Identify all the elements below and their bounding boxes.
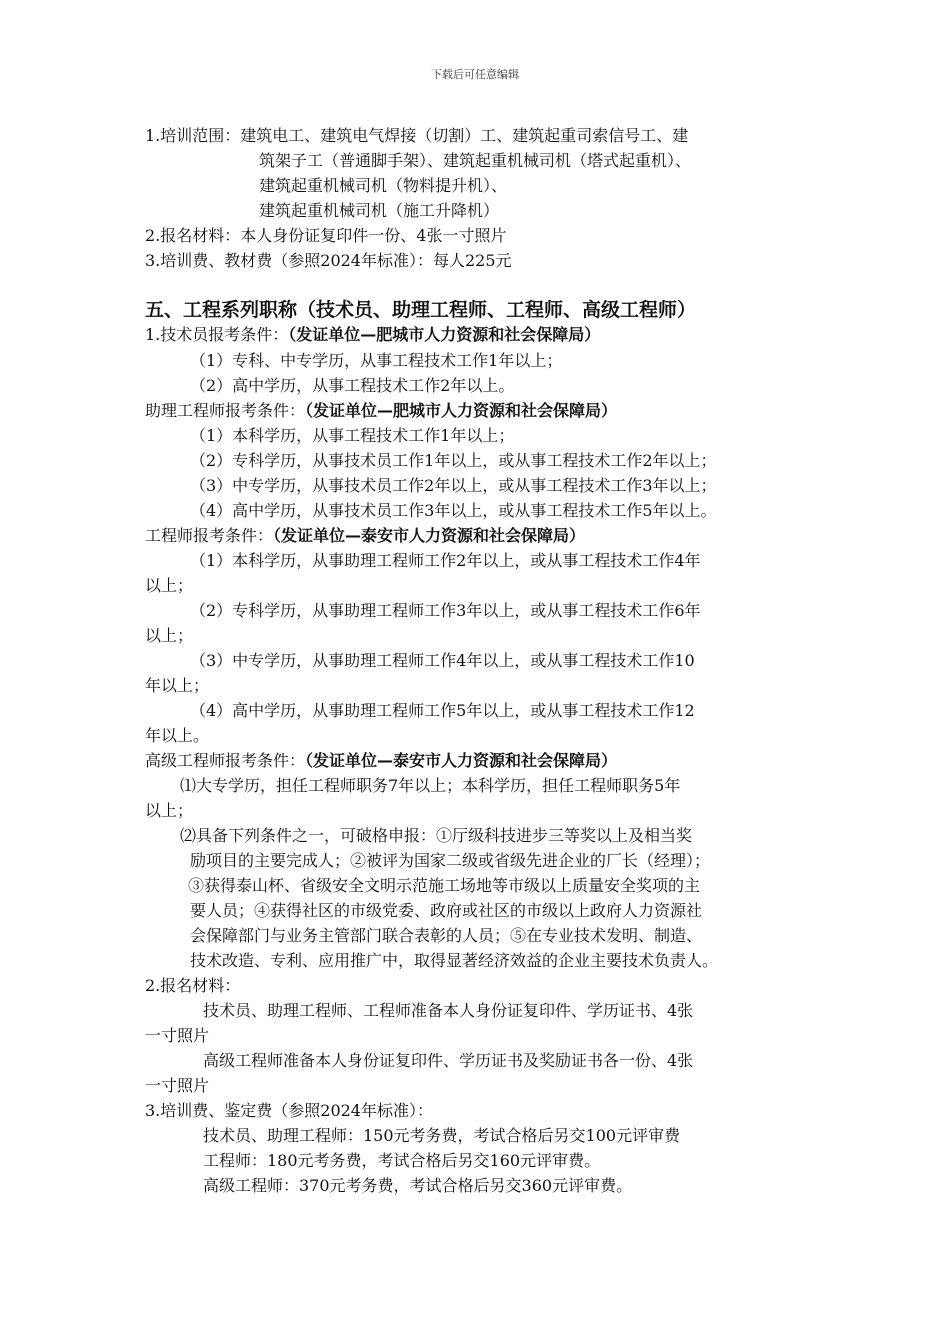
training-scope-line-1: 1.培训范围：建筑电工、建筑电气焊接（切割）工、建筑起重司索信号工、建 <box>145 126 689 145</box>
assistant-condition-4: （4）高中学历，从事技术员工作3年以上，或从事工程技术工作5年以上。 <box>190 501 717 520</box>
materials-2b: 一寸照片 <box>145 1076 210 1095</box>
senior-engineer-issuer: （发证单位—泰安市人力资源和社会保障局） <box>305 751 618 770</box>
materials-1a: 技术员、助理工程师、工程师准备本人身份证复印件、学历证书、4张 <box>203 1001 694 1020</box>
assistant-engineer-label: 助理工程师报考条件： <box>145 401 306 420</box>
training-scope-line-3: 建筑起重机械司机（物料提升机）、 <box>259 176 508 195</box>
senior-condition-2e: 会保障部门与业务主管部门联合表彰的人员；⑤在专业技术发明、制造、 <box>190 926 703 945</box>
senior-condition-1b: 以上； <box>145 801 194 820</box>
senior-condition-2a: ⑵具备下列条件之一，可破格申报：①厅级科技进步三等奖以上及相当奖 <box>180 826 693 845</box>
engineer-condition-2a: （2）专科学历，从事助理工程师工作3年以上，或从事工程技术工作6年 <box>190 601 701 620</box>
senior-engineer-requirements <box>145 750 617 772</box>
senior-condition-2f: 技术改造、专利、应用推广中，取得显著经济效益的企业主要技术负责人。 <box>190 951 719 970</box>
fee-label: 3.培训费、鉴定费（参照2024年标准）： <box>145 1101 433 1120</box>
technician-requirements <box>145 324 600 346</box>
engineer-label: 工程师报考条件： <box>145 526 274 545</box>
senior-condition-2d: 要人员；④获得社区的市级党委、政府或社区的市级以上政府人力资源社 <box>190 901 703 920</box>
page-header-note: 下载后可任意编辑 <box>431 68 519 81</box>
engineer-requirements <box>145 525 585 547</box>
fee-technician-assistant: 技术员、助理工程师：150元考务费，考试合格后另交100元评审费 <box>203 1126 681 1145</box>
assistant-condition-1: （1）本科学历，从事工程技术工作1年以上； <box>190 426 515 445</box>
engineer-condition-2b: 以上； <box>145 626 194 645</box>
senior-condition-2c: ③获得泰山杯、省级安全文明示范施工场地等市级以上质量安全奖项的主 <box>188 876 701 895</box>
senior-condition-1a: ⑴大专学历，担任工程师职务7年以上；本科学历，担任工程师职务5年 <box>180 776 681 795</box>
engineer-condition-3a: （3）中专学历，从事助理工程师工作4年以上，或从事工程技术工作10 <box>190 651 695 670</box>
engineer-condition-1b: 以上； <box>145 576 194 595</box>
technician-condition-1: （1）专科、中专学历，从事工程技术工作1年以上； <box>190 351 563 370</box>
materials-label: 2.报名材料： <box>145 976 241 995</box>
engineer-condition-3b: 年以上； <box>145 676 210 695</box>
engineer-issuer: （发证单位—泰安市人力资源和社会保障局） <box>273 526 586 545</box>
assistant-condition-2: （2）专科学历，从事技术员工作1年以上，或从事工程技术工作2年以上； <box>190 451 717 470</box>
fee-senior-engineer: 高级工程师：370元考务费，考试合格后另交360元评审费。 <box>203 1176 633 1195</box>
engineer-condition-4b: 年以上。 <box>145 726 210 745</box>
materials-1b: 一寸照片 <box>145 1026 210 1045</box>
training-fee: 3.培训费、教材费（参照2024年标准）：每人225元 <box>145 251 512 270</box>
section-five-title: 五、工程系列职称（技术员、助理工程师、工程师、高级工程师） <box>145 299 697 321</box>
assistant-engineer-issuer: （发证单位—肥城市人力资源和社会保障局） <box>305 401 618 420</box>
assistant-condition-3: （3）中专学历，从事技术员工作2年以上，或从事工程技术工作3年以上； <box>190 476 717 495</box>
engineer-condition-1a: （1）本科学历，从事助理工程师工作2年以上，或从事工程技术工作4年 <box>190 551 701 570</box>
engineer-condition-4a: （4）高中学历，从事助理工程师工作5年以上，或从事工程技术工作12 <box>190 701 695 720</box>
materials-2a: 高级工程师准备本人身份证复印件、学历证书及奖励证书各一份、4张 <box>203 1051 694 1070</box>
fee-engineer: 工程师：180元考务费，考试合格后另交160元评审费。 <box>203 1151 601 1170</box>
technician-label: 1.技术员报考条件： <box>145 325 289 344</box>
training-scope-line-4: 建筑起重机械司机（施工升降机） <box>259 201 500 220</box>
technician-condition-2: （2）高中学历，从事工程技术工作2年以上。 <box>190 376 515 395</box>
assistant-engineer-requirements <box>145 400 617 422</box>
senior-condition-2b: 励项目的主要完成人；②被评为国家二级或省级先进企业的厂长（经理）； <box>190 851 711 870</box>
senior-engineer-label: 高级工程师报考条件： <box>145 751 306 770</box>
training-scope-line-2: 筑架子工（普通脚手架）、建筑起重机械司机（塔式起重机）、 <box>259 151 692 170</box>
technician-issuer: （发证单位—肥城市人力资源和社会保障局） <box>288 325 601 344</box>
registration-materials: 2.报名材料：本人身份证复印件一份、4张一寸照片 <box>145 226 507 245</box>
